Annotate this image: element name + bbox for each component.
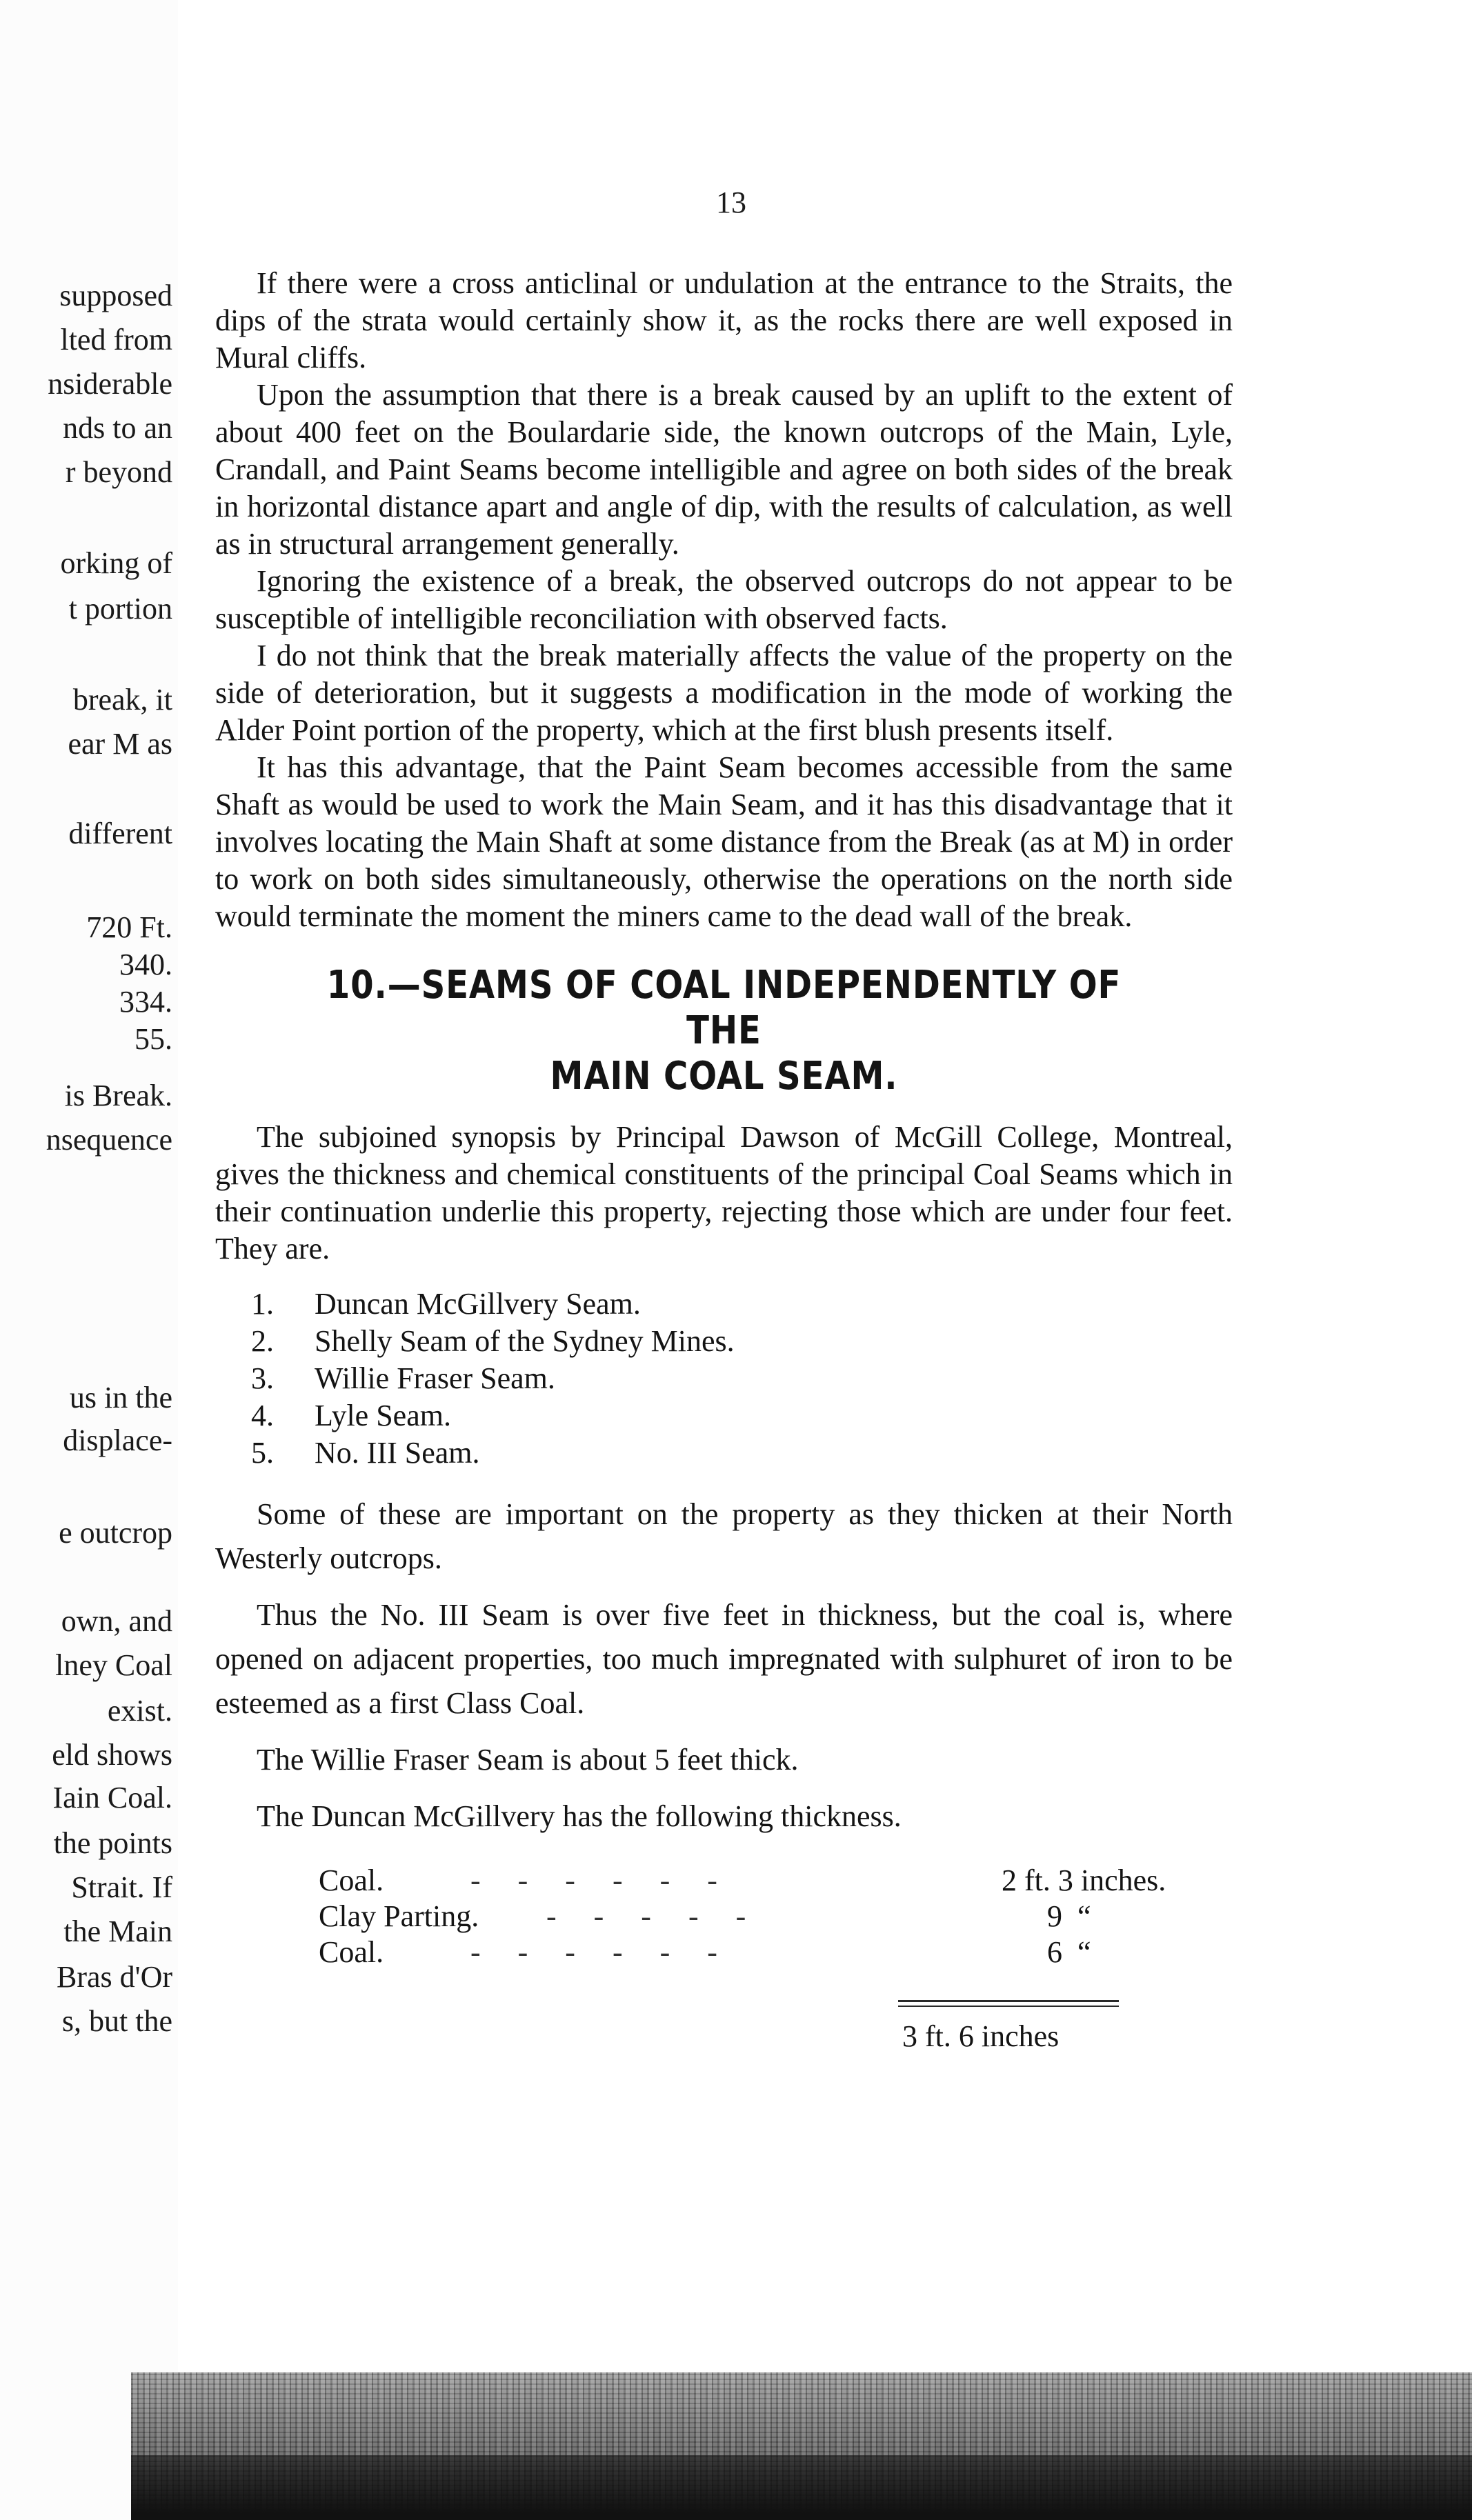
prev-fragment: eld shows	[52, 1738, 172, 1772]
paragraph: Some of these are important on the property as they thicken at their North Westerly outcrops.	[215, 1497, 1233, 1575]
list-item	[251, 1360, 1233, 1397]
prev-fragment: 55.	[135, 1022, 172, 1056]
table-row	[319, 1862, 1166, 1899]
prev-fragment: different	[68, 817, 172, 850]
prev-fragment: lted from	[60, 323, 172, 357]
prev-fragment: lney Coal	[55, 1648, 172, 1682]
seam-name: Shelly Seam of the Sydney Mines.	[315, 1324, 735, 1358]
intro-paragraph: The subjoined synopsis by Principal Dawson of McGill College, Montreal, gives the thickness and chemical constituents of the principal Coal Seams which in their continuation underlie this property, rejecting those which are under four feet. They are.	[215, 1120, 1233, 1266]
leader-dashes: - - - - - -	[470, 1935, 719, 1969]
prev-fragment: exist.	[107, 1694, 172, 1728]
paragraph: The Willie Fraser Seam is about 5 feet thick.	[257, 1743, 799, 1777]
seam-name: No. III Seam.	[315, 1436, 480, 1470]
list-number: 1.	[251, 1287, 274, 1321]
prev-fragment: r beyond	[65, 455, 172, 489]
thickness-value: 6 “	[1002, 1935, 1091, 1969]
thickness-label: Coal.	[319, 1935, 384, 1969]
prev-fragment: 720 Ft.	[86, 910, 172, 944]
prev-fragment: Strait. If	[71, 1870, 172, 1904]
prev-fragment: Iain Coal.	[52, 1781, 172, 1814]
thickness-total: 3 ft. 6 inches	[902, 2019, 1060, 2053]
prev-fragment: the points	[53, 1826, 172, 1860]
prev-fragment: displace-	[63, 1423, 172, 1457]
paragraph: I do not think that the break materially affects the value of the property on the side of deterioration, but it suggests a modification in the mode of working the Alder Point portion of the property, which at the first blush presents itself.	[215, 639, 1233, 747]
page-number: 13	[716, 186, 746, 219]
main-text-column	[215, 265, 1233, 2083]
prev-fragment: own, and	[61, 1604, 172, 1638]
list-number: 2.	[251, 1324, 274, 1358]
thickness-value: 2 ft. 3 inches.	[1002, 1863, 1166, 1897]
list-item	[251, 1397, 1233, 1434]
seam-name: Willie Fraser Seam.	[315, 1361, 555, 1395]
leader-dashes: - - - - - -	[470, 1863, 719, 1897]
list-number: 5.	[251, 1436, 274, 1470]
thickness-label: Clay Parting.	[319, 1899, 479, 1933]
prev-fragment: is Break.	[64, 1079, 172, 1112]
sum-rule	[898, 2000, 1119, 2002]
prev-fragment: nds to an	[63, 411, 172, 445]
prev-fragment: nsiderable	[48, 367, 172, 401]
table-row	[319, 1934, 1146, 1971]
prev-fragment: e outcrop	[59, 1516, 172, 1550]
thickness-table	[215, 1855, 1233, 2083]
thickness-value: 9 “	[1002, 1899, 1091, 1933]
list-item	[251, 1434, 1233, 1472]
prev-fragment: Bras d'Or	[56, 1960, 172, 1994]
binding-shadow	[131, 2455, 1472, 2520]
paragraph: If there were a cross anticlinal or undulation at the entrance to the Straits, the dips of the strata would certainly show it, as the rocks there are well exposed in Mural cliffs.	[215, 266, 1233, 374]
list-number: 4.	[251, 1399, 274, 1432]
paragraph: Ignoring the existence of a break, the observed outcrops do not appear to be susceptible of intelligible reconciliation with observed facts.	[215, 564, 1233, 635]
prev-fragment: s, but the	[61, 2004, 172, 2038]
prev-fragment: the Main	[63, 1914, 172, 1948]
list-number: 3.	[251, 1361, 274, 1395]
section-heading-line-2: MAIN COAL SEAM.	[550, 1054, 898, 1099]
prev-fragment: t portion	[68, 592, 172, 626]
prev-fragment: 334.	[119, 985, 172, 1019]
prev-fragment: supposed	[59, 279, 172, 312]
seam-name: Duncan McGillvery Seam.	[315, 1287, 641, 1321]
paragraph: Upon the assumption that there is a break caused by an uplift to the extent of about 400 feet on the Boulardarie side, the known outcrops of the Main, Lyle, Crandall, and Paint Seams become intelligible and agree on both sides of the break in horizontal distance apart and angle of dip, with the results of calculation, as well as in structural arrangement generally.	[215, 378, 1233, 561]
prev-fragment: us in the	[69, 1381, 172, 1414]
seam-name: Lyle Seam.	[315, 1399, 451, 1432]
seam-list	[251, 1286, 1233, 1472]
prev-fragment: ear M as	[68, 727, 172, 761]
section-heading-line-1: 10.—SEAMS OF COAL INDEPENDENTLY OF THE	[326, 963, 1122, 1053]
paragraph: Thus the No. III Seam is over five feet in thickness, but the coal is, where opened on adjacent properties, too much impregnated with sulphuret of iron to be esteemed as a first Class Coal.	[215, 1598, 1233, 1720]
paragraph: It has this advantage, that the Paint Seam becomes accessible from the same Shaft as would be used to work the Main Seam, and it has this disadvantage that it involves locating the Main Shaft at some distance from the Break (as at M) in order to work on both sides simultaneously, otherwise the operations on the north side would terminate the moment the miners came to the dead wall of the break.	[215, 750, 1233, 933]
prev-fragment: 340.	[119, 948, 172, 981]
previous-page-margin	[0, 0, 178, 2520]
list-item	[251, 1286, 1233, 1323]
thickness-label: Coal.	[319, 1863, 384, 1897]
sum-rule	[898, 2006, 1119, 2007]
prev-fragment: nsequence	[46, 1123, 172, 1157]
list-item	[251, 1323, 1233, 1360]
prev-fragment: break, it	[72, 683, 172, 717]
table-row	[319, 1898, 1146, 1935]
prev-fragment: orking of	[60, 546, 172, 580]
section-heading	[286, 963, 1162, 1099]
paragraph: The Duncan McGillvery has the following thickness.	[257, 1799, 902, 1833]
leader-dashes: - - - - -	[546, 1899, 748, 1933]
